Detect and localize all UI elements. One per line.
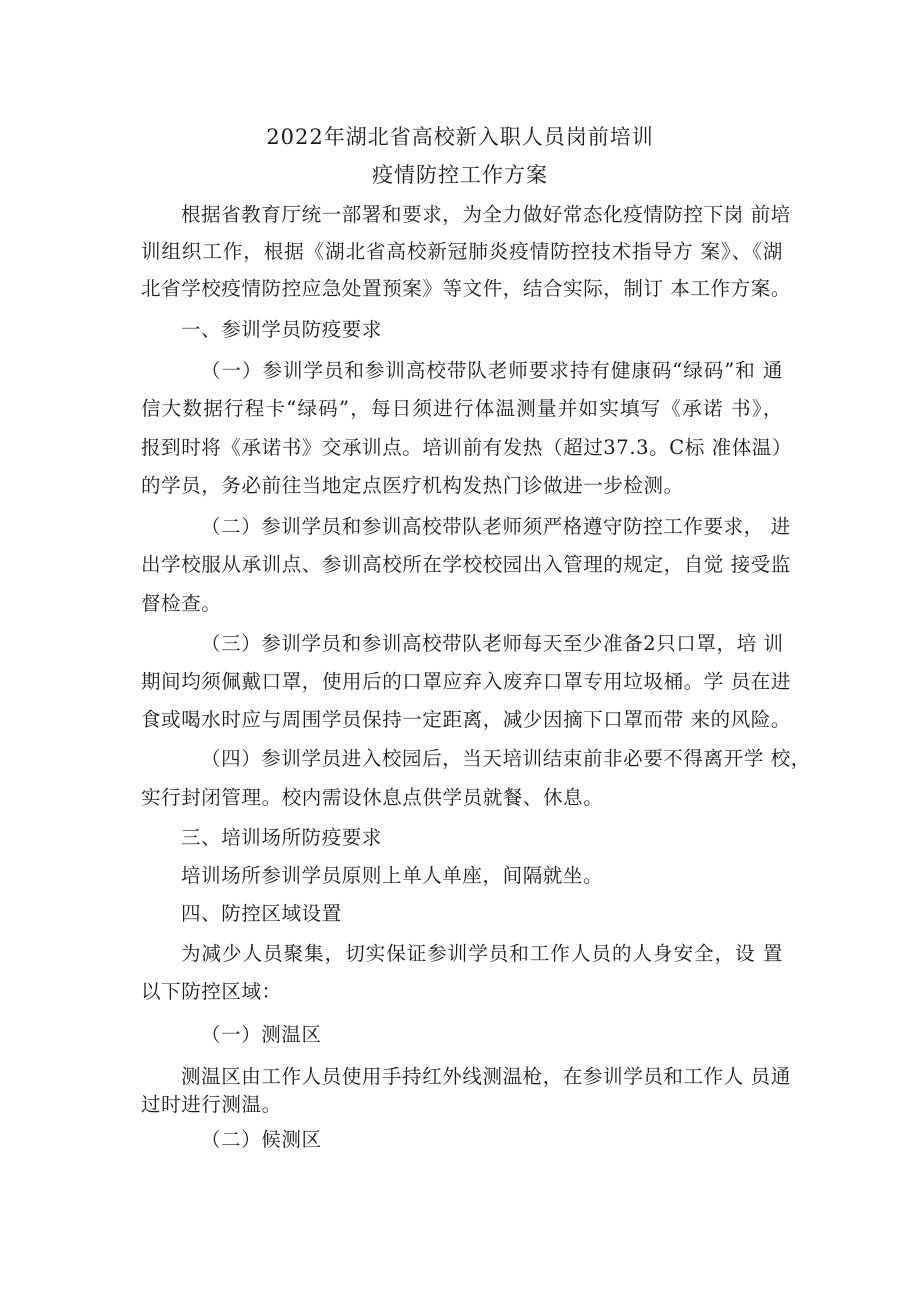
text-line: （三）参训学员和参训高校带队老师每天至少准备2只口罩，培 训 [201, 632, 784, 655]
text-line: 以下防控区域： [141, 980, 282, 1003]
text-line: 培训场所参训学员原则上单人单座，间隔就坐。 [181, 864, 604, 887]
text-line: 为减少人员聚集，切实保证参训学员和工作人员的人身安全，设 置 [181, 942, 783, 965]
text-line: 出学校服从承训点、参训高校所在学校校园出入管理的规定，自觉 接受监 [141, 553, 791, 576]
document-title-line-1: 2022年湖北省高校新入职人员岗前培训 [266, 125, 654, 149]
text-line: 食或喝水时应与周围学员保持一定距离，减少因摘下口罩而带 来的风险。 [141, 708, 791, 731]
text-line: 根据省教育厅统一部署和要求，为全力做好常态化疫情防控下岗 前培 [181, 203, 791, 226]
text-line: 信大数据行程卡“绿码”，每日须进行体温测量并如实填写《承诺 书》， [141, 397, 783, 420]
text-line: 过时进行测温。 [141, 1093, 282, 1116]
section-heading: 四、防控区域设置 [181, 902, 342, 925]
section-heading: 三、培训场所防疫要求 [181, 826, 383, 849]
text-line: 期间均须佩戴口罩，使用后的口罩应弃入废弃口罩专用垃圾桶。学 员在进 [141, 670, 791, 693]
subsection-heading: （二）候测区 [201, 1128, 322, 1151]
text-line: （四）参训学员进入校园后，当天培训结束前非必要不得离开学 校， [201, 747, 811, 770]
text-line: 督检查。 [141, 592, 222, 615]
text-line: （一）参训学员和参训高校带队老师要求持有健康码“绿码”和 通 [201, 359, 783, 382]
section-heading: 一、参训学员防疫要求 [181, 318, 383, 341]
text-line: 训组织工作，根据《湖北省高校新冠肺炎疫情防控技术指导方 案》、《湖 [141, 240, 783, 263]
text-line: 实行封闭管理。校内需设休息点供学员就餐、休息。 [141, 786, 604, 809]
text-line: 测温区由工作人员使用手持红外线测温枪，在参训学员和工作人 员通 [181, 1065, 791, 1088]
subsection-heading: （一）测温区 [201, 1023, 322, 1046]
text-line: 报到时将《承诺书》交承训点。培训前有发热（超过37.3。C标 准体温） [141, 436, 793, 459]
text-line: （二）参训学员和参训高校带队老师须严格遵守防控工作要求， 进 [201, 515, 791, 538]
text-line: 的学员，务必前往当地定点医疗机构发热门诊做进一步检测。 [141, 474, 684, 497]
text-line: 北省学校疫情防控应急处置预案》等文件，结合实际，制订 本工作方案。 [141, 277, 791, 300]
document-title-line-2: 疫情防控工作方案 [372, 163, 548, 187]
